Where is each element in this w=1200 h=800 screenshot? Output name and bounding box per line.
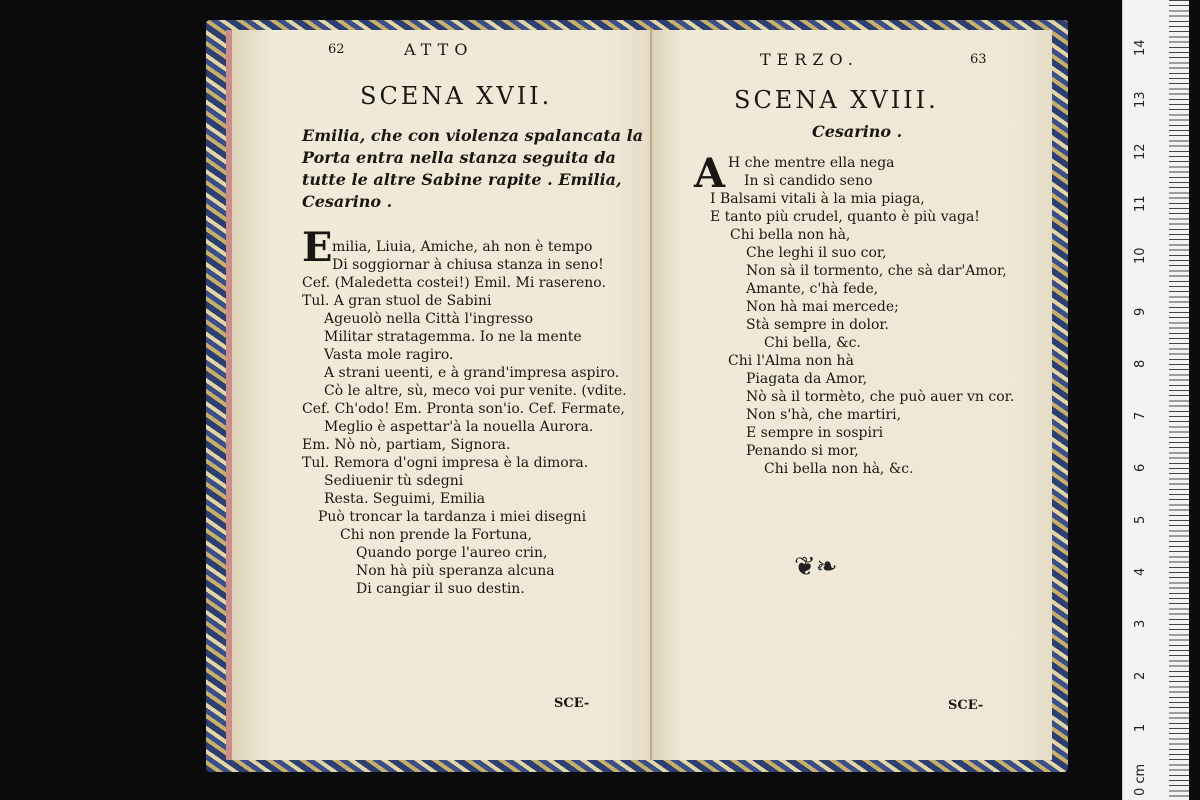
verse-line: E sempre in sospiri xyxy=(746,425,884,441)
verse-line: Tul. Remora d'ogni impresa è la dimora. xyxy=(302,455,589,471)
right-catchword: SCE- xyxy=(948,698,984,713)
ruler-number: 2 xyxy=(1133,671,1148,680)
verse-line: milia, Liuia, Amiche, ah non è tempo xyxy=(332,239,593,255)
verse-line: A strani ueenti, e à grand'impresa aspiro. xyxy=(324,365,620,381)
verse-line: Penando si mor, xyxy=(746,443,859,459)
verse-line: Em. Nò nò, partiam, Signora. xyxy=(302,437,511,453)
verse-line: Che leghi il suo cor, xyxy=(746,245,887,261)
verse-line: H che mentre ella nega xyxy=(728,155,895,171)
ruler-number: 7 xyxy=(1133,411,1148,420)
verse-line: Tul. A gran stuol de Sabini xyxy=(302,293,492,309)
ruler-number: 13 xyxy=(1133,91,1148,108)
stage-direction-line: tutte le altre Sabine rapite . Emilia, xyxy=(302,170,622,189)
right-drop-cap: A xyxy=(694,150,726,197)
verse-line: Chi non prende la Fortuna, xyxy=(340,527,533,543)
right-running-head: TERZO. xyxy=(760,50,859,69)
verse-line: Cò le altre, sù, meco voi pur venite. (vdite. xyxy=(324,383,627,399)
ruler-number: 5 xyxy=(1133,515,1148,524)
ruler-number: 12 xyxy=(1133,143,1148,160)
verse-line: Quando porge l'aureo crin, xyxy=(356,545,548,561)
ruler-number: 10 xyxy=(1133,247,1148,264)
right-page xyxy=(652,30,1052,760)
ruler-number: 6 xyxy=(1133,463,1148,472)
ruler-ticks xyxy=(1169,0,1189,800)
right-page-number: 63 xyxy=(970,52,987,67)
stage-direction-line: Porta entra nella stanza seguita da xyxy=(302,148,616,167)
verse-line: Stà sempre in dolor. xyxy=(746,317,889,333)
verse-line: Di cangiar il suo destin. xyxy=(356,581,525,597)
left-page-number: 62 xyxy=(328,42,345,57)
verse-line: Non hà più speranza alcuna xyxy=(356,563,555,579)
verse-line: Cef. (Maledetta costei!) Emil. Mi rasereno. xyxy=(302,275,606,291)
stage-direction-line: Cesarino . xyxy=(302,192,393,211)
verse-line: Non hà mai mercede; xyxy=(746,299,899,315)
measurement-ruler xyxy=(1122,0,1189,800)
character-name: Cesarino . xyxy=(812,122,903,141)
stage-direction-line: Emilia, che con violenza spalancata la xyxy=(302,126,644,145)
verse-line: Sediuenir tù sdegni xyxy=(324,473,464,489)
verse-line: Non s'hà, che martiri, xyxy=(746,407,902,423)
verse-line: In sì candido seno xyxy=(744,173,873,189)
verse-line: E tanto più crudel, quanto è più vaga! xyxy=(710,209,980,225)
verse-line: Ageuolò nella Città l'ingresso xyxy=(324,311,534,327)
verse-line: Chi bella non hà, xyxy=(730,227,851,243)
verse-line: Meglio è aspettar'à la nouella Aurora. xyxy=(324,419,594,435)
ruler-number: 3 xyxy=(1133,619,1148,628)
verse-line: Chi l'Alma non hà xyxy=(728,353,854,369)
verse-line: Non sà il tormento, che sà dar'Amor, xyxy=(746,263,1007,279)
ruler-number: 9 xyxy=(1133,307,1148,316)
left-catchword: SCE- xyxy=(554,696,590,711)
left-drop-cap: E xyxy=(302,224,333,271)
verse-line: I Balsami vitali à la mia piaga, xyxy=(710,191,925,207)
verse-line: Nò sà il tormèto, che può auer vn cor. xyxy=(746,389,1015,405)
left-running-head: ATTO xyxy=(404,40,474,59)
verse-line: Chi bella, &c. xyxy=(764,335,861,351)
ruler-number: 0 cm xyxy=(1133,763,1148,796)
verse-line: Chi bella non hà, &c. xyxy=(764,461,914,477)
verse-line: Cef. Ch'odo! Em. Pronta son'io. Cef. Fermate, xyxy=(302,401,625,417)
verse-line: Vasta mole ragiro. xyxy=(324,347,454,363)
verse-line: Resta. Seguimi, Emilia xyxy=(324,491,486,507)
ruler-number: 1 xyxy=(1133,723,1148,732)
fleuron-ornament: ❦❧ xyxy=(794,552,838,582)
verse-line: Di soggiornar à chiusa stanza in seno! xyxy=(332,257,604,273)
verse-line: Militar stratagemma. Io ne la mente xyxy=(324,329,582,345)
ruler-number: 14 xyxy=(1133,39,1148,56)
verse-line: Piagata da Amor, xyxy=(746,371,868,387)
verse-line: Amante, c'hà fede, xyxy=(746,281,879,297)
ruler-number: 4 xyxy=(1133,567,1148,576)
left-page xyxy=(226,30,652,760)
ruler-number: 11 xyxy=(1133,195,1148,212)
right-scene-title: SCENA XVIII. xyxy=(734,86,939,114)
ruler-number: 8 xyxy=(1133,359,1148,368)
left-scene-title: SCENA XVII. xyxy=(360,82,553,110)
verse-line: Può troncar la tardanza i miei disegni xyxy=(318,509,587,525)
